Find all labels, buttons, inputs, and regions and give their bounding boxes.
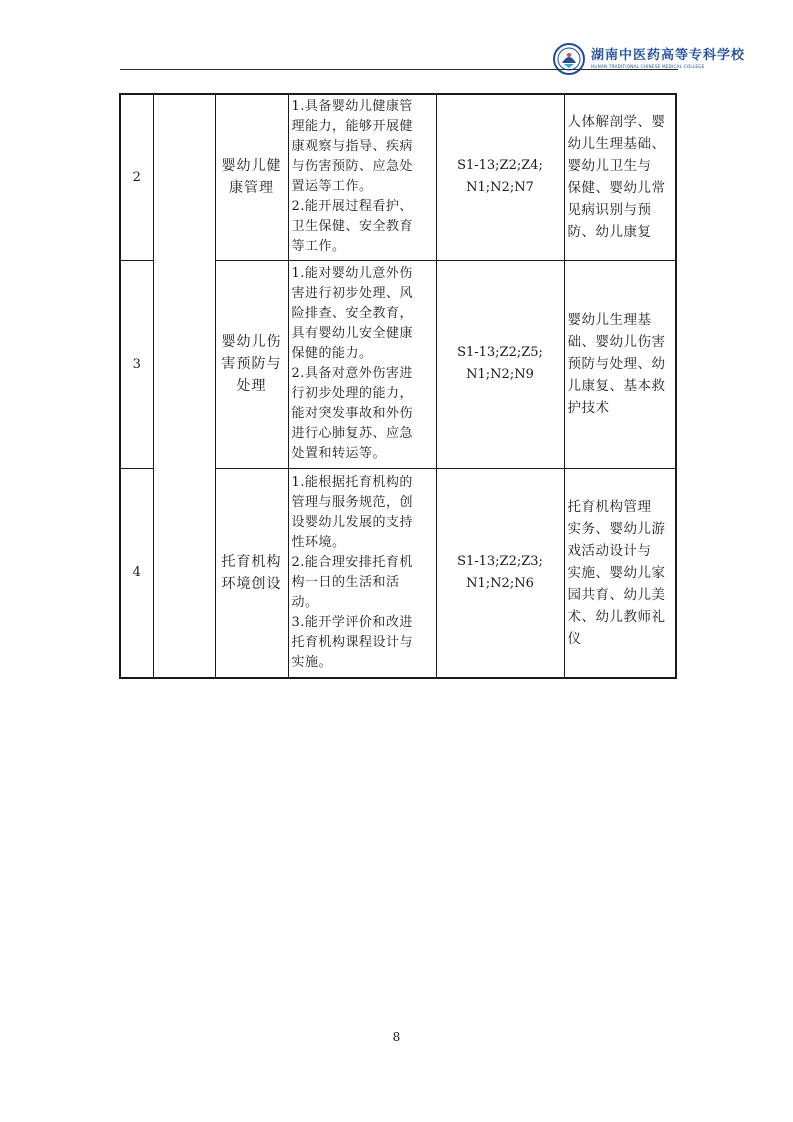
- school-logo: [553, 42, 758, 76]
- curriculum-table: [119, 93, 677, 679]
- page-number: 8: [392, 1030, 401, 1044]
- school-name-en: HUNAN TRADITIONAL CHINESE MEDICAL COLLEGE: [591, 63, 705, 69]
- school-emblem-icon: [553, 43, 585, 75]
- table-row: [120, 94, 676, 260]
- row-number: 4: [120, 468, 153, 678]
- row-number: 2: [120, 94, 153, 260]
- task-name: 婴幼儿健 康管理: [215, 94, 288, 260]
- ability-requirement: 1.能对婴幼儿意外伤 害进行初步处理、风 险排查、安全教育， 具有婴幼儿安全健康 保健的能力。 2.具备对意外伤害进 行初步处理的能力， 能对突发事故和外伤 进行心肺复苏、应急 处置和转运等。: [288, 260, 436, 468]
- row-number: 3: [120, 260, 153, 468]
- task-name: 婴幼儿伤 害预防与 处理: [215, 260, 288, 468]
- ability-requirement: 1.能根据托育机构的 管理与服务规范，创 设婴幼儿发展的支持 性环境。 2.能合理安排托育机 构一日的生活和活 动。 3.能开学评价和改进 托育机构课程设计与 实施。: [288, 468, 436, 678]
- ability-requirement: 1.具备婴幼儿健康管 理能力，能够开展健 康观察与指导、疾病 与伤害预防、应急处 置运等工作。 2.能开展过程看护、 卫生保健、安全教育 等工作。: [288, 94, 436, 260]
- header-rule: [120, 69, 678, 70]
- supporting-courses: 人体解剖学、婴 幼儿生理基础、 婴幼儿卫生与 保健、婴幼儿常 见病识别与预 防、幼儿康复: [564, 94, 676, 260]
- merged-category-cell: [153, 94, 215, 678]
- school-name: 湖南中医药高等专科学校: [591, 47, 746, 63]
- standard-codes: S1-13;Z2;Z3; N1;N2;N6: [436, 468, 564, 678]
- standard-codes: S1-13;Z2;Z5; N1;N2;N9: [436, 260, 564, 468]
- standard-codes: S1-13;Z2;Z4; N1;N2;N7: [436, 94, 564, 260]
- task-name: 托育机构 环境创设: [215, 468, 288, 678]
- supporting-courses: 婴幼儿生理基 础、婴幼儿伤害 预防与处理、幼 儿康复、基本救 护技术: [564, 260, 676, 468]
- supporting-courses: 托育机构管理 实务、婴幼儿游 戏活动设计与 实施、婴幼儿家 园共育、幼儿美 术、幼儿教师礼 仪: [564, 468, 676, 678]
